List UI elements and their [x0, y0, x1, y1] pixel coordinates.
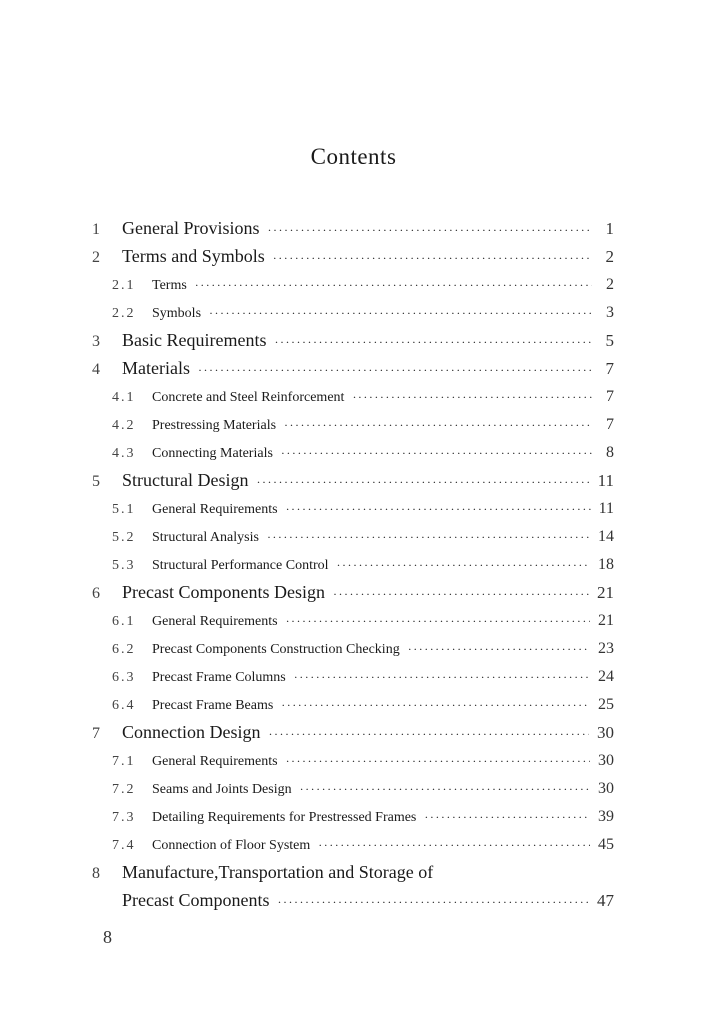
entry-label: Manufacture,Transportation and Storage of — [122, 862, 434, 882]
dot-leader — [256, 475, 589, 490]
entry-label: Terms and Symbols — [122, 246, 265, 266]
entry-label-continued: Precast Components — [122, 890, 270, 910]
toc-entry[interactable] — [92, 722, 614, 743]
toc-entry[interactable] — [92, 330, 614, 351]
toc-entry[interactable] — [92, 582, 614, 603]
entry-page: 18 — [598, 556, 614, 573]
entry-page: 7 — [606, 388, 614, 405]
dot-leader — [286, 614, 590, 629]
entry-page: 47 — [597, 891, 614, 910]
entry-label: Structural Performance Control — [152, 558, 329, 573]
toc-entry[interactable] — [92, 246, 614, 267]
entry-page: 2 — [606, 276, 614, 293]
entry-number: 3 — [92, 333, 100, 350]
entry-number: 7.3 — [112, 810, 136, 825]
entry-page: 7 — [605, 359, 614, 378]
toc-entry[interactable] — [112, 304, 614, 322]
dot-leader — [277, 895, 589, 910]
page-title: Contents — [310, 144, 397, 169]
entry-label: Detailing Requirements for Prestressed Frames — [152, 810, 417, 825]
toc-entry[interactable] — [112, 416, 614, 434]
entry-page: 11 — [597, 471, 614, 490]
dot-leader — [281, 446, 592, 461]
entry-label: General Requirements — [152, 614, 278, 629]
entry-number: 4.2 — [112, 418, 136, 433]
toc-entry[interactable] — [112, 752, 614, 770]
toc-entry[interactable] — [112, 528, 614, 546]
entry-page: 7 — [606, 416, 614, 433]
entry-label: Materials — [122, 358, 190, 378]
dot-leader — [281, 698, 590, 713]
entry-page: 5 — [605, 331, 614, 350]
dot-leader — [300, 782, 590, 797]
entry-number: 7.1 — [112, 754, 136, 769]
dot-leader — [333, 587, 589, 602]
entry-number: 6.3 — [112, 670, 136, 685]
entry-page: 21 — [597, 583, 614, 602]
entry-label: Precast Frame Columns — [152, 670, 286, 685]
dot-leader — [209, 306, 592, 321]
toc-entry[interactable] — [112, 612, 614, 630]
entry-label: Structural Analysis — [152, 530, 259, 545]
entry-label: General Requirements — [152, 754, 278, 769]
entry-label: General Requirements — [152, 502, 278, 517]
toc-entry[interactable] — [112, 556, 614, 574]
dot-leader — [424, 810, 590, 825]
toc-entry[interactable] — [112, 276, 614, 294]
entry-label: Connection Design — [122, 722, 261, 742]
toc-entry[interactable] — [112, 500, 614, 518]
entry-number: 6.1 — [112, 614, 136, 629]
dot-leader — [195, 278, 592, 293]
entry-page: 2 — [605, 247, 614, 266]
dot-leader — [286, 754, 590, 769]
dot-leader — [294, 670, 590, 685]
toc-entry[interactable] — [112, 780, 614, 798]
entry-number: 4.3 — [112, 446, 136, 461]
toc-entry[interactable] — [112, 388, 614, 406]
toc-entry-continuation[interactable] — [122, 890, 614, 911]
entry-number: 2.2 — [112, 306, 136, 321]
entry-page: 39 — [598, 808, 614, 825]
entry-number: 2.1 — [112, 278, 136, 293]
entry-label: Basic Requirements — [122, 330, 267, 350]
entry-page: 45 — [598, 836, 614, 853]
entry-page: 30 — [598, 752, 614, 769]
entry-number: 4 — [92, 361, 100, 378]
toc-entry[interactable] — [112, 696, 614, 714]
entry-number: 6 — [92, 585, 100, 602]
entry-number: 7 — [92, 725, 100, 742]
dot-leader — [352, 390, 592, 405]
dot-leader — [318, 838, 590, 853]
toc-entry[interactable] — [92, 218, 614, 239]
entry-page: 11 — [598, 500, 614, 517]
toc-entry[interactable] — [92, 358, 614, 379]
entry-number: 2 — [92, 249, 100, 266]
entry-page: 30 — [597, 723, 614, 742]
dot-leader — [198, 363, 592, 378]
entry-number: 5 — [92, 473, 100, 490]
entry-label: General Provisions — [122, 218, 260, 238]
entry-label: Structural Design — [122, 470, 249, 490]
entry-label: Concrete and Steel Reinforcement — [152, 390, 345, 405]
entry-label: Terms — [152, 278, 187, 293]
dot-leader — [267, 530, 590, 545]
entry-number: 6.2 — [112, 642, 136, 657]
entry-label: Connection of Floor System — [152, 838, 311, 853]
toc-entry[interactable] — [92, 862, 614, 883]
page-number: 8 — [103, 927, 112, 947]
toc-entry[interactable] — [112, 444, 614, 462]
dot-leader — [284, 418, 592, 433]
entry-number: 5.2 — [112, 530, 136, 545]
entry-number: 6.4 — [112, 698, 136, 713]
entry-page: 21 — [598, 612, 614, 629]
entry-page: 30 — [598, 780, 614, 797]
entry-number: 1 — [92, 221, 100, 238]
entry-page: 25 — [598, 696, 614, 713]
entry-number: 5.3 — [112, 558, 136, 573]
dot-leader — [267, 223, 592, 238]
entry-page: 14 — [598, 528, 614, 545]
toc-entry[interactable] — [92, 470, 614, 491]
entry-number: 8 — [92, 865, 100, 882]
entry-number: 7.4 — [112, 838, 136, 853]
entry-page: 3 — [606, 304, 614, 321]
entry-number: 7.2 — [112, 782, 136, 797]
entry-label: Seams and Joints Design — [152, 782, 292, 797]
entry-page: 23 — [598, 640, 614, 657]
entry-label: Connecting Materials — [152, 446, 273, 461]
entry-page: 8 — [606, 444, 614, 461]
toc-entry[interactable] — [112, 808, 614, 826]
dot-leader — [273, 251, 592, 266]
dot-leader — [408, 642, 590, 657]
toc-entry[interactable] — [112, 836, 614, 854]
entry-label: Precast Components Design — [122, 582, 325, 602]
dot-leader — [286, 502, 591, 517]
entry-label: Prestressing Materials — [152, 418, 277, 433]
dot-leader — [337, 558, 590, 573]
toc-entry[interactable] — [112, 640, 614, 658]
entry-label: Precast Components Construction Checking — [152, 642, 400, 657]
toc-entry[interactable] — [112, 668, 614, 686]
dot-leader — [274, 335, 592, 350]
dot-leader — [268, 727, 589, 742]
entry-number: 5.1 — [112, 502, 136, 517]
entry-page: 24 — [598, 668, 614, 685]
entry-number: 4.1 — [112, 390, 136, 405]
entry-page: 1 — [605, 219, 614, 238]
entry-label: Precast Frame Beams — [152, 698, 274, 713]
entry-label: Symbols — [152, 306, 202, 321]
